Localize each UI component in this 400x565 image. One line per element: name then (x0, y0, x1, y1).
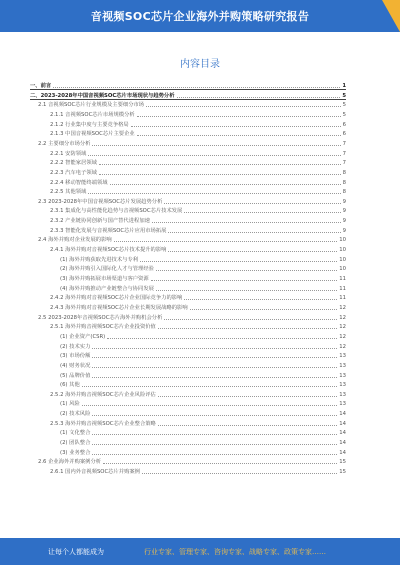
toc-entry[interactable] (60, 360, 346, 369)
toc-entry-label: 2.1.1 音视频SOC芯片市场规模分析 (50, 111, 135, 118)
toc-dot-leader (140, 260, 337, 262)
toc-entry-label: (6) 其他 (60, 382, 80, 389)
toc-entry[interactable] (60, 254, 346, 263)
toc-entry[interactable] (50, 148, 346, 157)
toc-title: 内容目录 (180, 59, 220, 70)
toc-entry[interactable] (60, 427, 346, 436)
footer-slogan-right: 行业专家、管理专家、咨询专家、战略专家、政策专家…… (144, 547, 326, 556)
toc-dot-leader (88, 154, 340, 156)
toc-dot-leader (82, 385, 337, 387)
toc-dot-leader (146, 105, 341, 107)
toc-entry-page: 14 (339, 430, 346, 437)
toc-dot-leader (92, 376, 337, 378)
toc-entry-label: 2.1.2 行业集中度与主要竞争格局 (50, 121, 129, 128)
toc-entry[interactable] (50, 167, 346, 176)
toc-dot-leader (99, 163, 341, 165)
toc-entry-label: 2.1.3 中国音视频SOC芯片主要企业 (50, 131, 135, 138)
toc-entry[interactable] (38, 456, 346, 465)
toc-entry-label: (3) 市场份额 (60, 353, 91, 360)
toc-dot-leader (152, 221, 341, 223)
toc-entry-page: 13 (339, 362, 346, 369)
toc-entry[interactable] (50, 244, 346, 253)
toc-entry-page: 7 (342, 140, 346, 147)
toc-entry-page: 14 (339, 420, 346, 427)
toc-dot-leader (92, 366, 337, 368)
toc-entry-page: 12 (339, 324, 346, 331)
toc-entry-label: (2) 海外并购引入国际化人才与管理经验 (60, 266, 154, 273)
toc-entry-label: 2.4.1 海外并购对音视频SOC芯片技术提升的影响 (50, 247, 167, 254)
toc-entry[interactable] (50, 225, 346, 234)
toc-dot-leader (164, 318, 337, 320)
toc-entry-label: 2.1 音视频SOC芯片行业规模及主要细分市场 (38, 102, 145, 109)
toc-entry-page: 9 (342, 227, 346, 234)
report-title: 音视频SOC芯片企业海外并购策略研究报告 (90, 10, 310, 23)
toc-entry-page: 10 (339, 266, 346, 273)
toc-entry-page: 12 (339, 333, 346, 340)
toc-dot-leader (158, 327, 337, 329)
toc-entry[interactable] (50, 119, 346, 128)
toc-entry-page: 6 (342, 121, 346, 128)
toc-entry-page: 9 (342, 218, 346, 225)
toc-dot-leader (99, 173, 341, 175)
report-footer (0, 538, 400, 565)
toc-entry-label: 2.4 海外并购对企业发展的影响 (38, 237, 112, 244)
toc-entry-label: 2.5.3 海外并购音视频SOC芯片企业整合策略 (50, 420, 156, 427)
toc-entry-label: 2.6.1 国内外音视频SOC芯片并购案例 (50, 469, 140, 475)
toc-entry[interactable] (30, 80, 346, 89)
toc-entry-label: 2.5.2 海外并购音视频SOC芯片企业风险评估 (50, 391, 156, 398)
toc-entry-label: (2) 团队整合 (60, 440, 91, 447)
toc-entry-label: 2.3.2 产业链协同创新与国产替代进程加速 (50, 218, 150, 225)
toc-dot-leader (158, 395, 337, 397)
toc-entry-label: 2.2 主要细分市场分析 (38, 140, 91, 147)
toc-entry-label: 2.2.2 智能家居领域 (50, 160, 97, 167)
toc-entry-page: 9 (342, 208, 346, 215)
toc-entry-page: 1 (342, 83, 346, 89)
toc-entry-label: 2.2.1 安防领域 (50, 150, 87, 157)
toc-entry-label: 二、2023-2028年中国音视频SOC芯片市场现状与趋势分析 (30, 92, 175, 99)
toc-dot-leader (190, 308, 338, 310)
toc-dot-leader (53, 86, 340, 88)
toc-dot-leader (92, 144, 340, 146)
toc-entry-label: 2.4.2 海外并购对音视频SOC芯片企业国际竞争力的影响 (50, 295, 183, 302)
toc-entry-page: 13 (339, 353, 346, 360)
footer-slogan-left: 让每个人都能成为 (48, 547, 104, 556)
toc-entry-page: 13 (339, 401, 346, 408)
toc-entry-page: 11 (339, 276, 346, 282)
toc-entry-page: 8 (342, 169, 346, 176)
toc-entry-page: 7 (342, 150, 346, 157)
toc-entry[interactable] (60, 398, 346, 407)
toc-entry-page: 8 (342, 179, 346, 186)
toc-entry[interactable] (38, 196, 346, 205)
toc-entry[interactable] (50, 157, 346, 166)
toc-dot-leader (164, 202, 340, 204)
toc-entry-page: 10 (339, 256, 346, 263)
toc-entry[interactable] (50, 418, 346, 427)
toc-entry-page: 11 (339, 285, 346, 292)
toc-entry[interactable] (50, 128, 346, 137)
toc-entry[interactable] (38, 138, 346, 147)
toc-dot-leader (82, 404, 337, 406)
toc-entry[interactable] (60, 263, 346, 272)
toc-entry-label: 一、前言 (30, 83, 52, 89)
toc-entry[interactable] (50, 186, 346, 195)
toc-entry[interactable] (50, 466, 346, 475)
toc-entry[interactable] (60, 370, 346, 379)
toc-entry[interactable] (38, 234, 346, 243)
toc-entry-label: (4) 海外并购推动产业链整合与协同发展 (60, 285, 154, 292)
toc-entry-page: 15 (339, 469, 346, 475)
toc-entry-page: 5 (342, 111, 346, 118)
toc-entry-page: 9 (342, 198, 346, 205)
toc-dot-leader (92, 433, 337, 435)
toc-entry[interactable] (50, 389, 346, 398)
toc-entry-page: 10 (339, 237, 346, 244)
toc-entry[interactable] (60, 447, 346, 456)
toc-dot-leader (158, 424, 337, 426)
toc-dot-leader (92, 453, 337, 455)
toc-entry-page: 5 (342, 102, 346, 109)
toc-entry[interactable] (60, 273, 346, 282)
toc-entry-label: 2.6 企业海外并购案例分析 (38, 459, 102, 466)
toc-entry[interactable] (60, 350, 346, 359)
toc-entry-label: 2.5 2023-2028年音视频SOC芯片海外并购机会分析 (38, 314, 163, 321)
toc-dot-leader (137, 115, 341, 117)
toc-dot-leader (92, 414, 337, 416)
toc-dot-leader (88, 192, 340, 194)
toc-entry-label: (1) 风险 (60, 401, 80, 408)
toc-entry-page: 12 (339, 314, 346, 321)
toc-entry-label: 2.3.1 集成化与高性能化趋势与音视频SOC芯片技术发展 (50, 208, 183, 215)
toc-entry-page: 8 (342, 189, 346, 196)
toc-entry[interactable] (50, 109, 346, 118)
toc-entry[interactable] (60, 331, 346, 340)
toc-entry[interactable] (60, 408, 346, 417)
toc-entry[interactable] (38, 312, 346, 321)
toc-dot-leader (142, 472, 337, 474)
toc-entry-label: (3) 海外并购拓展市场渠道与客户资源 (60, 276, 149, 282)
toc-entry-page: 13 (339, 382, 346, 389)
toc-entry[interactable] (38, 99, 346, 108)
toc-dot-leader (156, 269, 337, 271)
toc-entry[interactable] (60, 341, 346, 350)
toc-entry-label: (4) 财务状况 (60, 362, 91, 369)
toc-entry[interactable] (50, 177, 346, 186)
toc-dot-leader (184, 298, 337, 300)
toc-entry-label: (5) 品牌价值 (60, 372, 91, 379)
toc-entry-page: 6 (342, 131, 346, 138)
toc-entry[interactable] (50, 205, 346, 214)
toc-entry-label: 2.5.1 海外并购音视频SOC芯片企业投资价值 (50, 324, 156, 331)
toc-entry-label: (3) 业务整合 (60, 449, 91, 456)
toc-dot-leader (92, 443, 337, 445)
toc-entry-label: 2.3 2023-2028年中国音视频SOC芯片发展趋势分析 (38, 198, 163, 205)
toc-entry-label: 2.4.3 海外并购对音视频SOC芯片企业长期发展战略的影响 (50, 304, 188, 311)
toc-entry-label: (1) 企业资产(CSR) (60, 333, 106, 340)
toc-dot-leader (114, 240, 338, 242)
header-corner-accent (382, 0, 400, 32)
toc-dot-leader (184, 211, 340, 213)
toc-entry[interactable] (60, 379, 346, 388)
toc-entry[interactable] (60, 283, 346, 292)
toc-dot-leader (92, 347, 337, 349)
toc-entry-label: 2.2.3 汽车电子领域 (50, 169, 97, 176)
toc-entry-label: 2.2.4 移动智能终端领域 (50, 179, 108, 186)
toc-entry-page: 14 (339, 440, 346, 447)
toc-dot-leader (168, 250, 337, 252)
toc-entry-page: 12 (339, 304, 346, 311)
toc-entry-page: 11 (339, 295, 346, 302)
toc-entry-page: 14 (339, 411, 346, 418)
toc-entry-page: 12 (339, 343, 346, 350)
toc-entry-page: 7 (342, 160, 346, 167)
toc-entry-label: (1) 文化整合 (60, 430, 91, 437)
toc-dot-leader (168, 231, 340, 233)
toc-entry-page: 14 (339, 449, 346, 456)
toc-entry-label: (2) 技术实力 (60, 343, 91, 350)
toc-entry[interactable] (50, 321, 346, 330)
toc-entry[interactable] (60, 437, 346, 446)
toc-entry-label: 2.2.5 其他领域 (50, 189, 87, 196)
toc-dot-leader (151, 279, 338, 281)
toc-dot-leader (103, 462, 337, 464)
toc-dot-leader (131, 125, 341, 127)
toc-entry[interactable] (50, 292, 346, 301)
toc-entry[interactable] (50, 302, 346, 311)
toc-entry-label: (1) 海外并购获取先进技术与专利 (60, 256, 139, 263)
toc-entry[interactable] (50, 215, 346, 224)
toc-entry-page: 13 (339, 391, 346, 398)
toc-dot-leader (177, 96, 341, 98)
toc-entry-page: 15 (339, 459, 346, 466)
toc-entry[interactable] (30, 90, 346, 99)
toc-entry-label: 2.3.3 智能化发展与音视频SOC芯片应用市场拓展 (50, 227, 167, 234)
toc-dot-leader (92, 356, 337, 358)
report-header (0, 0, 400, 32)
toc-dot-leader (137, 134, 341, 136)
toc-entry-label: (2) 技术风险 (60, 411, 91, 418)
toc-entry-page: 10 (339, 247, 346, 254)
toc-entry-page: 5 (342, 92, 346, 99)
toc-dot-leader (110, 183, 341, 185)
toc-entry-page: 13 (339, 372, 346, 379)
toc-dot-leader (107, 337, 337, 339)
toc-dot-leader (156, 289, 337, 291)
